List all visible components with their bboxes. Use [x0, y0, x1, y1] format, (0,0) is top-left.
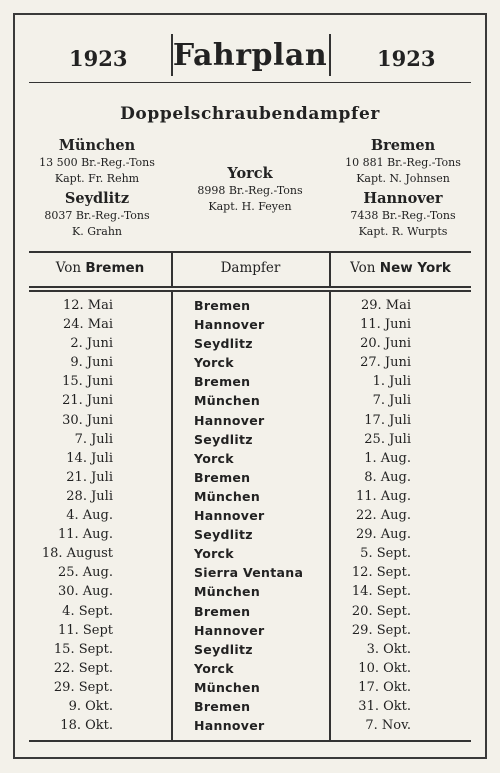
- ship-name: Yorck: [194, 546, 234, 562]
- departure-newyork: 31. Okt.: [358, 698, 411, 714]
- departure-bremen: 30. Aug.: [57, 584, 113, 600]
- column-place: Bremen: [85, 260, 145, 276]
- ship-seydlitz: [28, 190, 166, 240]
- ship-captain: Kapt. Fr. Rehm: [54, 172, 140, 185]
- schedule-table: [29, 296, 471, 735]
- ship-name: Hannover: [363, 190, 443, 207]
- ship-name: Bremen: [370, 137, 436, 154]
- departure-bremen: 11. Aug.: [57, 527, 113, 543]
- departure-bremen: 7. Juli: [74, 431, 113, 447]
- table-row: [29, 334, 471, 353]
- ship-name: Yorck: [194, 660, 234, 676]
- table-row: [29, 315, 471, 334]
- table-row: [29, 678, 471, 697]
- departure-newyork: 12. Sept.: [351, 565, 411, 581]
- ship-tons: 7438 Br.-Reg.-Tons: [350, 209, 456, 222]
- table-row: [29, 621, 471, 640]
- departure-bremen: 21. Juli: [66, 469, 113, 485]
- departure-newyork: 3. Okt.: [366, 641, 411, 657]
- ship-name: Seydlitz: [194, 641, 253, 657]
- departure-newyork: 1. Juli: [372, 374, 411, 390]
- departure-newyork: 17. Juli: [364, 412, 411, 428]
- ship-name: München: [194, 679, 261, 695]
- departure-newyork: 1. Aug.: [364, 450, 411, 466]
- table-row: [29, 544, 471, 563]
- ship-tons: 8037 Br.-Reg.-Tons: [44, 209, 150, 222]
- table-row: [29, 697, 471, 716]
- column-prefix: Von: [55, 260, 82, 276]
- year-left: 1923: [69, 46, 128, 71]
- table-row: [29, 716, 471, 735]
- departure-newyork: 29. Aug.: [355, 527, 411, 543]
- ship-name: Bremen: [194, 698, 251, 714]
- ship-name: Bremen: [194, 298, 251, 313]
- table-row: [29, 468, 471, 487]
- departure-newyork: 22. Aug.: [355, 508, 411, 524]
- departure-bremen: 14. Juli: [66, 450, 113, 466]
- subtitle: Doppelschraubendampfer: [120, 104, 380, 124]
- departure-bremen: 15. Juni: [62, 374, 113, 390]
- departure-newyork: 8. Aug.: [364, 469, 411, 485]
- ship-name: Yorck: [194, 355, 234, 371]
- ship-name: Seydlitz: [64, 190, 130, 207]
- year-right: 1923: [377, 46, 436, 71]
- header-divider: [329, 34, 331, 76]
- departure-newyork: 7. Nov.: [365, 718, 411, 734]
- departure-bremen: 29. Sept.: [53, 679, 113, 695]
- departure-newyork: 14. Sept.: [351, 584, 411, 600]
- departure-bremen: 21. Juni: [62, 393, 113, 409]
- ship-name: Hannover: [194, 412, 265, 428]
- departure-bremen: 4. Aug.: [66, 508, 113, 524]
- ship-bremen: [332, 137, 474, 187]
- departure-newyork: 11. Juni: [360, 317, 411, 333]
- departure-newyork: 25. Juli: [364, 431, 411, 447]
- ship-captain: Kapt. R. Wurpts: [358, 225, 448, 238]
- divider: [29, 286, 471, 288]
- ship-name: München: [194, 393, 261, 409]
- table-row: [29, 430, 471, 449]
- table-row: [29, 372, 471, 391]
- column-from-bremen: [29, 260, 171, 276]
- table-row: [29, 602, 471, 621]
- departure-newyork: 10. Okt.: [358, 660, 411, 676]
- ship-tons: 10 881 Br.-Reg.-Tons: [345, 156, 461, 169]
- departure-newyork: 29. Sept.: [351, 622, 411, 638]
- ship-name: Hannover: [194, 508, 265, 524]
- page-title: Fahrplan: [172, 38, 328, 73]
- column-prefix: Von: [350, 260, 376, 276]
- departure-bremen: 28. Juli: [66, 488, 113, 504]
- ship-name: Sierra Ventana: [194, 565, 304, 581]
- ship-tons: 8998 Br.-Reg.-Tons: [197, 184, 303, 197]
- ship-name: München: [194, 584, 261, 600]
- departure-bremen: 12. Mai: [62, 298, 113, 313]
- ship-name: Yorck: [194, 450, 234, 466]
- table-row: [29, 449, 471, 468]
- header: [29, 34, 471, 83]
- ship-hannover: [332, 190, 474, 240]
- ship-captain: K. Grahn: [72, 225, 122, 238]
- ship-name: München: [194, 488, 261, 504]
- departure-bremen: 18. August: [41, 546, 113, 562]
- departure-bremen: 9. Juni: [70, 355, 113, 371]
- ship-name: München: [58, 137, 136, 154]
- table-row: [29, 391, 471, 410]
- departure-bremen: 11. Sept: [58, 622, 113, 638]
- departure-newyork: 20. Sept.: [351, 603, 411, 619]
- table-row: [29, 563, 471, 582]
- ship-name: Yorck: [227, 165, 273, 182]
- table-row: [29, 659, 471, 678]
- ship-name: Bremen: [194, 374, 251, 390]
- divider: [29, 290, 471, 292]
- departure-newyork: 20. Juni: [360, 336, 411, 352]
- departure-bremen: 2. Juni: [70, 336, 113, 352]
- ship-name: Seydlitz: [194, 336, 253, 352]
- departure-newyork: 27. Juni: [360, 355, 411, 371]
- table-row: [29, 411, 471, 430]
- ship-captain: Kapt. N. Johnsen: [356, 172, 450, 185]
- departure-bremen: 9. Okt.: [68, 698, 113, 714]
- column-ship: Dampfer: [220, 260, 281, 276]
- ship-name: Seydlitz: [194, 527, 253, 543]
- departure-newyork: 11. Aug.: [355, 488, 411, 504]
- departure-bremen: 24. Mai: [62, 317, 113, 333]
- table-row: [29, 296, 471, 315]
- table-row: [29, 487, 471, 506]
- ship-captain: Kapt. H. Feyen: [208, 200, 292, 213]
- departure-bremen: 15. Sept.: [53, 641, 113, 657]
- ship-muenchen: [28, 137, 166, 187]
- table-row: [29, 525, 471, 544]
- divider: [29, 740, 471, 742]
- ship-tons: 13 500 Br.-Reg.-Tons: [39, 156, 155, 169]
- table-row: [29, 640, 471, 659]
- departure-bremen: 25. Aug.: [57, 565, 113, 581]
- ship-name: Seydlitz: [194, 431, 253, 447]
- departure-newyork: 7. Juli: [372, 393, 411, 409]
- departure-newyork: 5. Sept.: [360, 546, 411, 562]
- ship-name: Hannover: [194, 622, 265, 638]
- column-header-row: [29, 252, 471, 286]
- departure-newyork: 29. Mai: [360, 298, 411, 313]
- ship-name: Bremen: [194, 469, 251, 485]
- ship-name: Hannover: [194, 718, 265, 734]
- column-from-newyork: [330, 260, 471, 276]
- table-row: [29, 506, 471, 525]
- ship-yorck: [180, 165, 320, 215]
- departure-bremen: 30. Juni: [62, 412, 113, 428]
- column-place: New York: [379, 260, 451, 276]
- departure-newyork: 17. Okt.: [358, 679, 411, 695]
- ship-name: Hannover: [194, 317, 265, 333]
- table-row: [29, 582, 471, 601]
- ship-name: Bremen: [194, 603, 251, 619]
- departure-bremen: 4. Sept.: [62, 603, 113, 619]
- departure-bremen: 22. Sept.: [53, 660, 113, 676]
- table-row: [29, 353, 471, 372]
- departure-bremen: 18. Okt.: [60, 718, 113, 734]
